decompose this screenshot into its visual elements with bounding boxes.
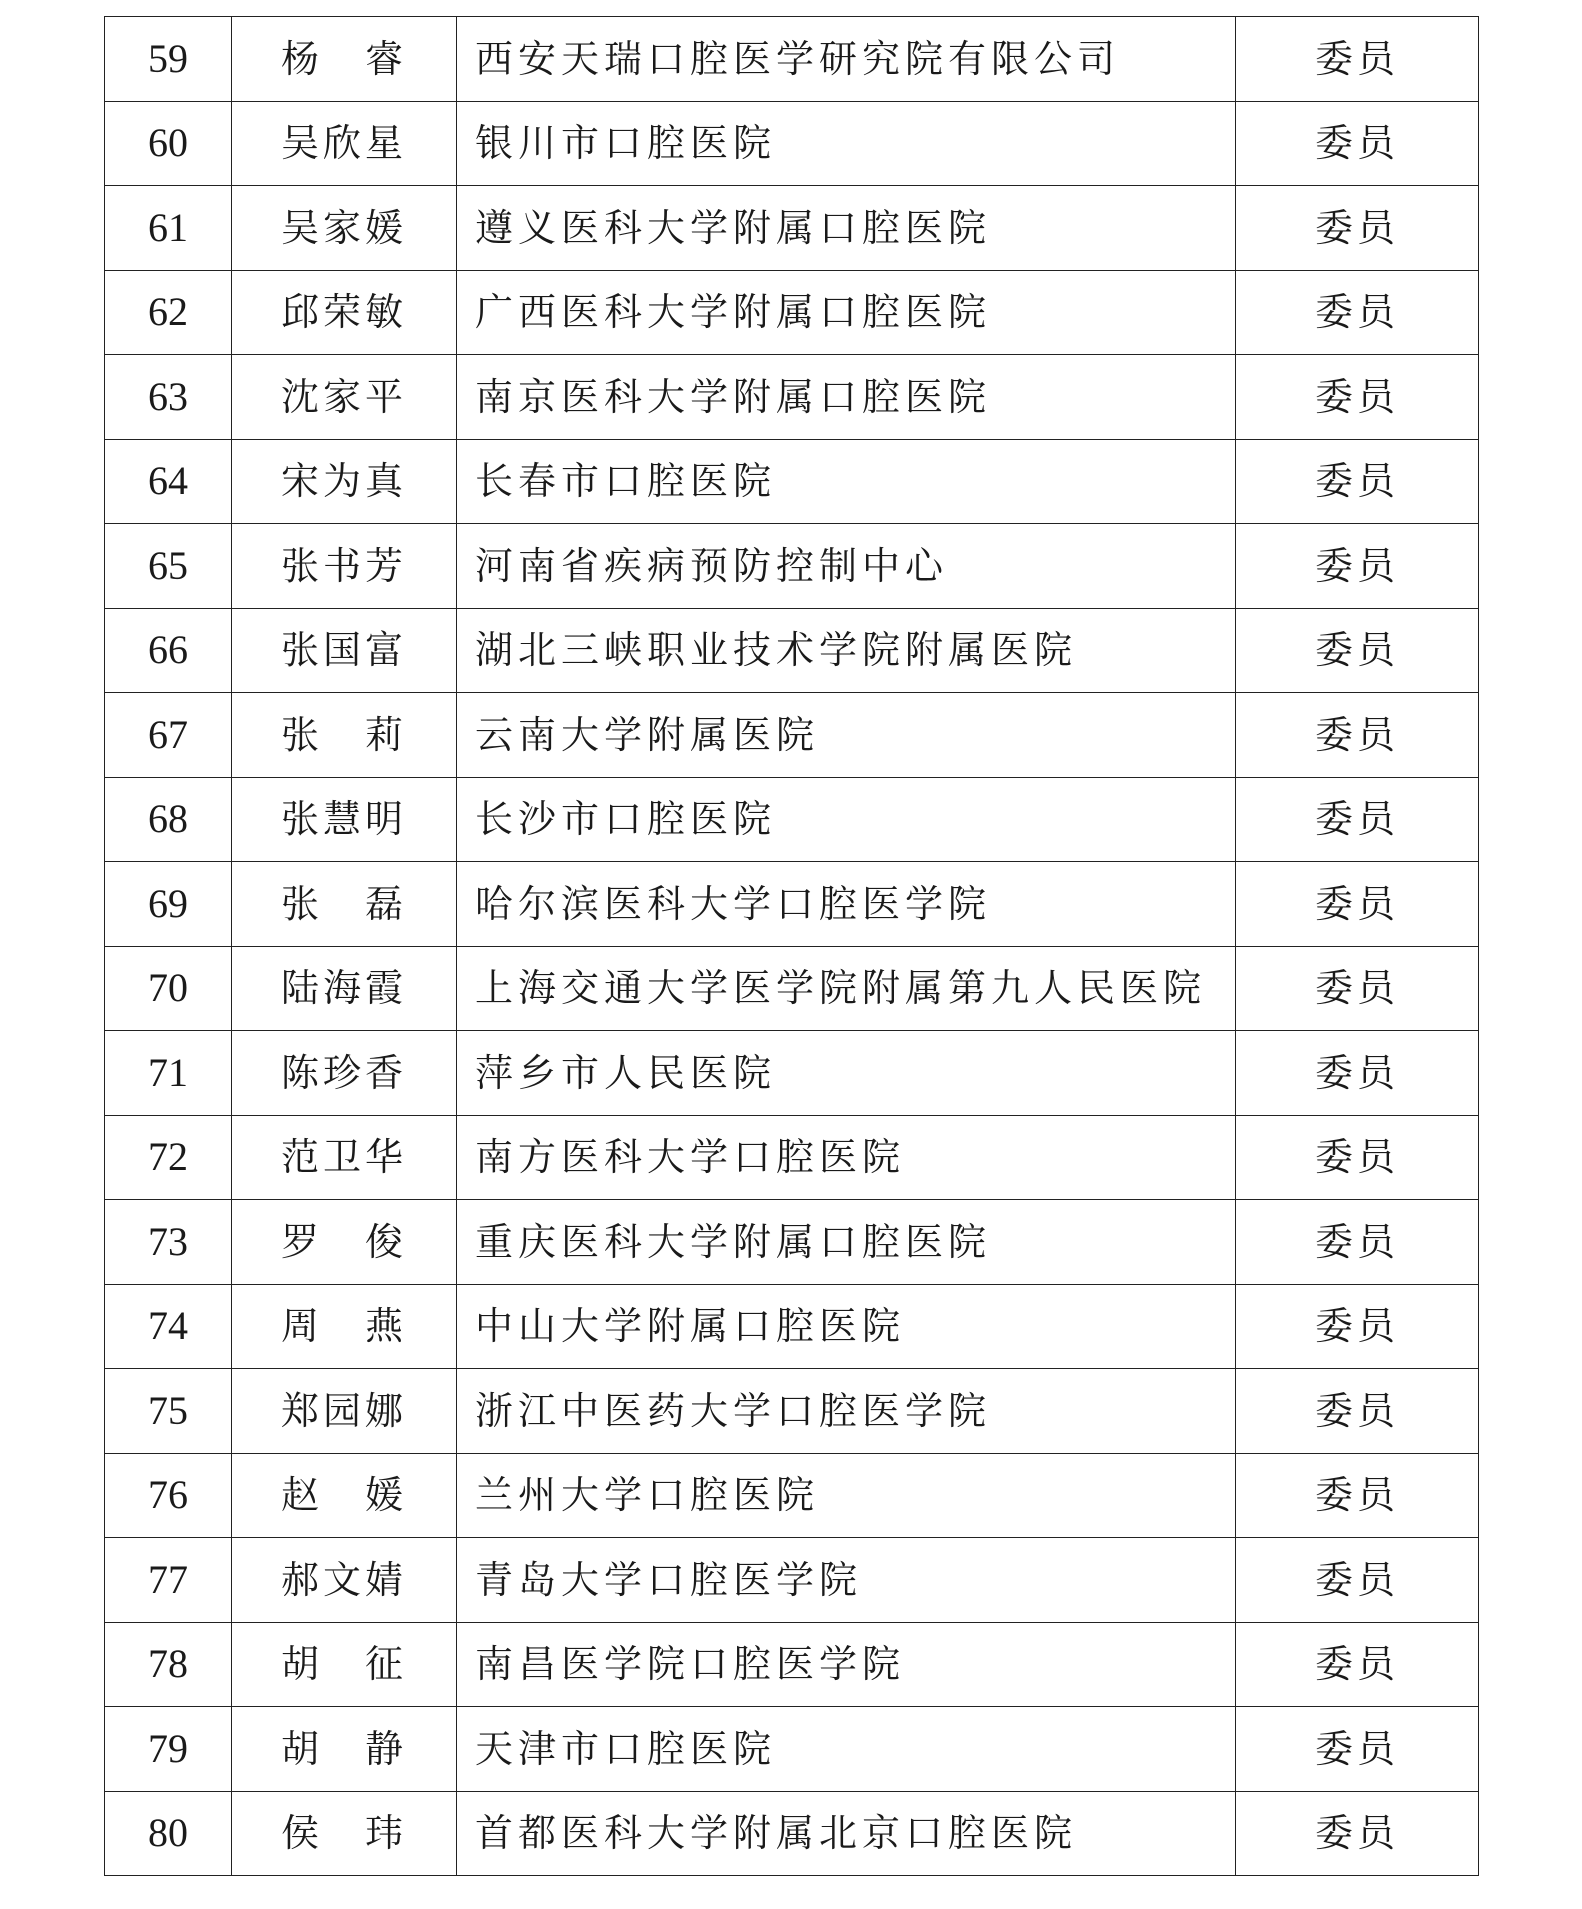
organization-cell: 萍乡市人民医院 [457, 1031, 1236, 1116]
member-name-cell: 罗 俊 [232, 1200, 457, 1285]
role-cell: 委员 [1236, 186, 1479, 271]
row-number-cell: 60 [105, 101, 232, 186]
member-name-cell: 张 莉 [232, 693, 457, 778]
roster-table-body [105, 17, 1479, 1876]
table-row [105, 1200, 1479, 1285]
member-name-cell: 陆海霞 [232, 946, 457, 1031]
member-name-cell: 范卫华 [232, 1115, 457, 1200]
row-number-cell: 67 [105, 693, 232, 778]
row-number-cell: 69 [105, 862, 232, 947]
member-name-cell: 胡 征 [232, 1622, 457, 1707]
table-row [105, 355, 1479, 440]
organization-cell: 银川市口腔医院 [457, 101, 1236, 186]
row-number-cell: 63 [105, 355, 232, 440]
row-number-cell: 66 [105, 608, 232, 693]
organization-cell: 遵义医科大学附属口腔医院 [457, 186, 1236, 271]
row-number-cell: 64 [105, 439, 232, 524]
role-cell: 委员 [1236, 1538, 1479, 1623]
member-name-cell: 周 燕 [232, 1284, 457, 1369]
table-row [105, 1791, 1479, 1876]
row-number-cell: 71 [105, 1031, 232, 1116]
organization-cell: 南京医科大学附属口腔医院 [457, 355, 1236, 440]
role-cell: 委员 [1236, 439, 1479, 524]
role-cell: 委员 [1236, 1622, 1479, 1707]
row-number-cell: 80 [105, 1791, 232, 1876]
organization-cell: 浙江中医药大学口腔医学院 [457, 1369, 1236, 1454]
member-name-cell: 吴家媛 [232, 186, 457, 271]
organization-cell: 西安天瑞口腔医学研究院有限公司 [457, 17, 1236, 102]
row-number-cell: 61 [105, 186, 232, 271]
row-number-cell: 68 [105, 777, 232, 862]
table-row [105, 862, 1479, 947]
role-cell: 委员 [1236, 946, 1479, 1031]
table-row [105, 1707, 1479, 1792]
table-row [105, 1622, 1479, 1707]
organization-cell: 上海交通大学医学院附属第九人民医院 [457, 946, 1236, 1031]
organization-cell: 长沙市口腔医院 [457, 777, 1236, 862]
role-cell: 委员 [1236, 1791, 1479, 1876]
table-row [105, 1369, 1479, 1454]
role-cell: 委员 [1236, 355, 1479, 440]
table-row [105, 270, 1479, 355]
member-name-cell: 沈家平 [232, 355, 457, 440]
member-name-cell: 宋为真 [232, 439, 457, 524]
table-row [105, 1115, 1479, 1200]
organization-cell: 湖北三峡职业技术学院附属医院 [457, 608, 1236, 693]
member-name-cell: 陈珍香 [232, 1031, 457, 1116]
organization-cell: 云南大学附属医院 [457, 693, 1236, 778]
table-row [105, 101, 1479, 186]
table-row [105, 1538, 1479, 1623]
member-name-cell: 张 磊 [232, 862, 457, 947]
table-row [105, 186, 1479, 271]
role-cell: 委员 [1236, 862, 1479, 947]
member-name-cell: 郝文婧 [232, 1538, 457, 1623]
organization-cell: 首都医科大学附属北京口腔医院 [457, 1791, 1236, 1876]
role-cell: 委员 [1236, 693, 1479, 778]
member-name-cell: 胡 静 [232, 1707, 457, 1792]
table-row [105, 17, 1479, 102]
member-name-cell: 赵 媛 [232, 1453, 457, 1538]
member-name-cell: 郑园娜 [232, 1369, 457, 1454]
role-cell: 委员 [1236, 17, 1479, 102]
member-roster-table [104, 16, 1479, 1876]
role-cell: 委员 [1236, 1369, 1479, 1454]
row-number-cell: 76 [105, 1453, 232, 1538]
row-number-cell: 75 [105, 1369, 232, 1454]
organization-cell: 广西医科大学附属口腔医院 [457, 270, 1236, 355]
row-number-cell: 74 [105, 1284, 232, 1369]
organization-cell: 天津市口腔医院 [457, 1707, 1236, 1792]
member-name-cell: 张国富 [232, 608, 457, 693]
row-number-cell: 77 [105, 1538, 232, 1623]
member-name-cell: 邱荣敏 [232, 270, 457, 355]
row-number-cell: 62 [105, 270, 232, 355]
organization-cell: 中山大学附属口腔医院 [457, 1284, 1236, 1369]
row-number-cell: 73 [105, 1200, 232, 1285]
organization-cell: 重庆医科大学附属口腔医院 [457, 1200, 1236, 1285]
row-number-cell: 70 [105, 946, 232, 1031]
row-number-cell: 59 [105, 17, 232, 102]
role-cell: 委员 [1236, 1453, 1479, 1538]
role-cell: 委员 [1236, 1200, 1479, 1285]
row-number-cell: 65 [105, 524, 232, 609]
member-name-cell: 侯 玮 [232, 1791, 457, 1876]
role-cell: 委员 [1236, 777, 1479, 862]
role-cell: 委员 [1236, 524, 1479, 609]
organization-cell: 南方医科大学口腔医院 [457, 1115, 1236, 1200]
table-row [105, 693, 1479, 778]
role-cell: 委员 [1236, 101, 1479, 186]
member-name-cell: 杨 睿 [232, 17, 457, 102]
member-name-cell: 吴欣星 [232, 101, 457, 186]
organization-cell: 青岛大学口腔医学院 [457, 1538, 1236, 1623]
role-cell: 委员 [1236, 1031, 1479, 1116]
table-row [105, 1031, 1479, 1116]
organization-cell: 兰州大学口腔医院 [457, 1453, 1236, 1538]
table-row [105, 524, 1479, 609]
table-row [105, 1453, 1479, 1538]
role-cell: 委员 [1236, 1115, 1479, 1200]
organization-cell: 长春市口腔医院 [457, 439, 1236, 524]
member-name-cell: 张书芳 [232, 524, 457, 609]
organization-cell: 河南省疾病预防控制中心 [457, 524, 1236, 609]
table-row [105, 608, 1479, 693]
role-cell: 委员 [1236, 1284, 1479, 1369]
row-number-cell: 79 [105, 1707, 232, 1792]
table-row [105, 439, 1479, 524]
row-number-cell: 78 [105, 1622, 232, 1707]
member-name-cell: 张慧明 [232, 777, 457, 862]
role-cell: 委员 [1236, 608, 1479, 693]
organization-cell: 哈尔滨医科大学口腔医学院 [457, 862, 1236, 947]
table-row [105, 1284, 1479, 1369]
row-number-cell: 72 [105, 1115, 232, 1200]
organization-cell: 南昌医学院口腔医学院 [457, 1622, 1236, 1707]
role-cell: 委员 [1236, 1707, 1479, 1792]
table-row [105, 946, 1479, 1031]
role-cell: 委员 [1236, 270, 1479, 355]
table-row [105, 777, 1479, 862]
